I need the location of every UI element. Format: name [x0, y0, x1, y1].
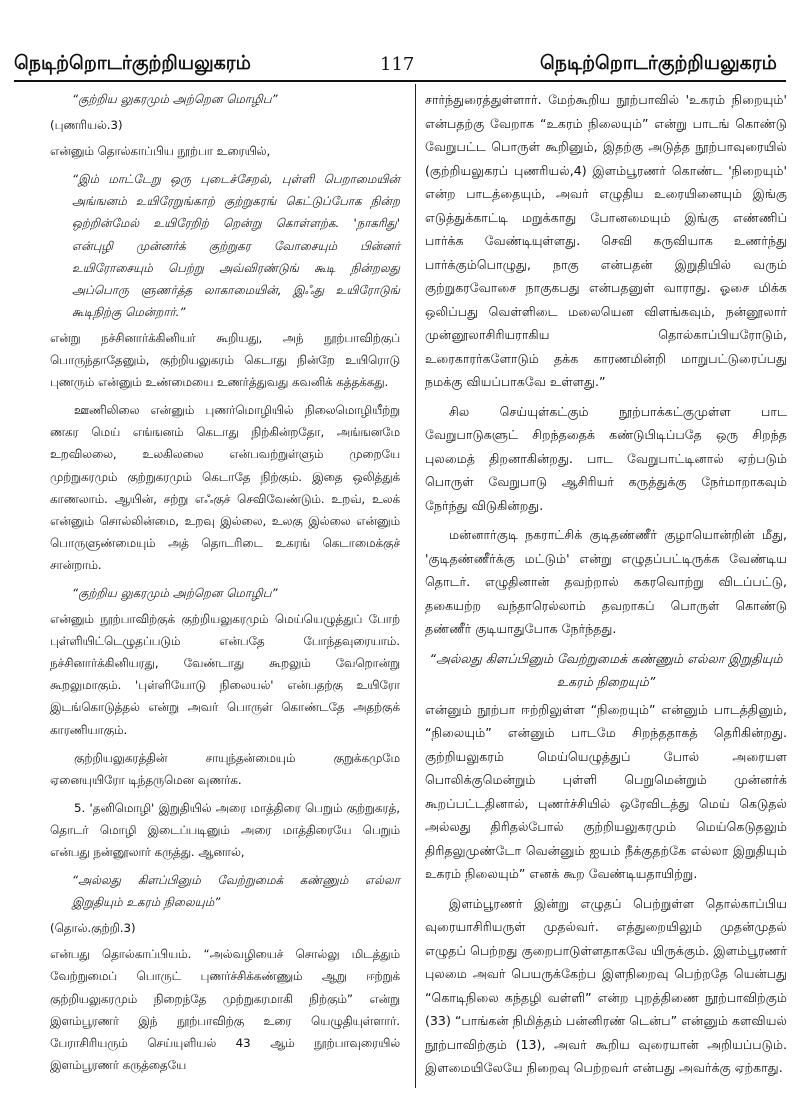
paragraph: என்பது தொல்காப்பியம். “அல்வழியைச் சொல்லு மிடத்தும் வேற்றுமைப் பொருட் புணர்ச்சிக்கண்ணும் ஆறு ஈற்றுக் குற்றியலுகரமும் நிறைந்தே முற்றுகரமாகி நிற்கும்” என்று இளம்பூரணர் இந் நூற்பாவிற்கு உரை யெழுதியுள்ளார். பேராசிரியரும் செய்யுளியல் 43 ஆம் நூற்பாவுரையில் இளம்பூரணர் கருத்தையே	[50, 947, 400, 1072]
paragraph: மன்னார்குடி நகராட்சிக் குடிதண்ணீர் குழாயொன்றின் மீது, 'குடிதண்ணீர்க்கு மட்டும்' என்று எழுதப்பட்டிருக்க வேண்டிய தொடர். எழுதினான் தவற்றால் ககரவொற்று விடப்பட்டு, தகையற்ற வந்தாரெல்லாம் தவறாகப் பொருள் கொண்டு தண்ணீர் குடியாதுபோக நேர்ந்தது.	[425, 527, 787, 636]
running-head-right: நெடிற்றொடர்குற்றியலுகரம்	[540, 52, 777, 74]
verse-quote: “குற்றிய லுகரமும் அற்றென மொழிப”	[72, 92, 278, 106]
paragraph: என்னும் தொல்காப்பிய நூற்பா உரையில்,	[50, 144, 271, 159]
verse-quote: “குற்றிய லுகரமும் அற்றென மொழிப”	[72, 585, 278, 600]
left-column	[50, 88, 400, 1082]
paragraph: ஊணிலிலை என்னும் புணர்மொழியில் நிலைமொழியீற்று ணகர மெய் எங்ஙனம் கெடாது நிற்கின்றதோ, அங்ஙனமே உறவிலலை, உலகிலலை என்பவற்றுள்ளும் முறையே முற்றுகரமும் குற்றுகரமும் கெடாதே நிற்கும். இதை ஒலித்துக் காணலாம். ஆயின், சற்று எஃகுச் செவிவேண்டும். உறவ், உலக் என்னும் சொல்லின்மை, உறவு இல்லை, உலகு இல்லை என்னும் பொருளுண்மையும் அத் தொடரிடை உகரங் கெடாமைக்குச் சான்றாம்.	[50, 403, 400, 572]
paragraph: சில செய்யுள்கட்கும் நூற்பாக்கட்குமுள்ள பாட வேறுபாடுகளுட் சிறந்ததைக் கண்டுபிடிப்பதே ஒரு சிறந்த புலமைத் திறனாகின்றது. பாட வேறுபாட்டினால் ஏற்படும் பொருள் வேறுபாடு ஆசிரியர் கருத்துக்கு நேர்மாறாகவும் நேர்ந்து விடுகின்றது.	[425, 403, 787, 513]
running-head-left: நெடிற்றொடர்குற்றியலுகரம்	[14, 52, 251, 74]
header-rule	[14, 80, 786, 82]
paragraph: என்னும் நூற்பா ஈற்றிலுள்ள “நிறையும்” என்னும் பாடத்தினும், “நிலையும்” என்னும் பாடமே சிறந்ததாகத் தெரிகின்றது. குற்றியலுகரம் மெய்யெழுத்துப் போல் அரையள பொலிக்குமென்றும் புள்ளி பெறுமென்றும் முன்னர்க் கூறப்பட்டதினால், புணர்ச்சியில் ஒரேவிடத்து மெய் கெடுதல் அல்லது திரிதல்போல் குற்றியலுகரமும் மெய்கெடுதலும் திரிதலுமுண்டோ வென்னும் ஐயம் நீக்குதற்கே எல்லா இறுதியும் உகரம் நிலையும்” எனக் கூற வேண்டியதாயிற்று.	[425, 701, 787, 881]
paragraph: 5. 'தனிமொழி' இறுதியில் அரை மாத்திரை பெறும் குற்றுகரத், தொடர் மொழி இடைப்படினும் அரை மாத்திரையே பெறும் என்பது நன்னூலார் கருத்து. ஆனால்,	[50, 800, 400, 859]
verse-quote: “அல்லது கிளப்பினும் வேற்றுமைக் கண்ணும் எல்லா இறுதியும் உகரம் நிறையும்”	[429, 650, 783, 689]
right-column	[425, 88, 787, 1086]
citation: (தொல்.குற்றி.3)	[50, 921, 136, 936]
commentary-quote: “இம் மாட்டேறு ஒரு புடைச்சேறல், புள்ளி பெறாமையின் அங்ஙனம் உயிரேறுங்காற் குற்றுகரங் கெட்டுப்போக நின்ற ஒற்றின்மேல் உயிரேறிற் றென்று கொள்ளற்க. 'நாகரிது' என்புழி முன்னர்க் குற்றுகர வோசையும் பின்னர் உயிரோசையும் பெற்று அவ்விரண்டுங் கூடி நின்றலது அப்பொரு ளுணர்த்த லாகாமையின், இஃது உயிரோடுங் கூடிநிற்கு மென்றார்.”	[72, 172, 400, 319]
column-divider	[415, 84, 416, 1088]
paragraph: இளம்பூரணர் இன்று எழுதப் பெற்றுள்ள தொல்காப்பிய வுரையாசிரியருள் முதல்வர். எத்துறையிலும் முதன்முதல் எழுதப் பெற்றது குறைபாடுள்ளதாகவே யிருக்கும். இளம்பூரணர் புலமை அவர் பெயருக்கேற்ப இளநிறைவு பெற்றதே யென்பது “கொடிநிலை கந்தழி வள்ளி” என்ற புறத்திணை நூற்பாவிற்கும் (33) “பாங்கன் நிமித்தம் பன்னிரண் டென்ப” என்னும் களவியல் நூற்பாவிற்கும் (13), அவர் கூறிய வுரையான் அறியப்படும். இளமையிலேயே நிறைவு பெற்றவர் என்பது அவர்க்கு ஏற்காது.	[425, 895, 787, 1075]
paragraph: சார்ந்துரைத்துள்ளார். மேற்கூறிய நூற்பாவில் 'உகரம் நிறையும்' என்பதற்கு வேறாக “உகரம் நிலையும்” என்று பாடங் கொண்டு வேறுபட்ட பொருள் கூறினும், இதற்கு அடுத்த நூற்பாவுரையில் (குற்றியலுகரப் புணரியல்,4) இளம்பூரணர் கொண்ட 'நிறையும்' என்ற பாடத்தையும், அவர் எழுதிய உரையினையும் இங்கு எடுத்துக்காட்டி மறுக்காது போனமையும் இங்கு எண்ணிப் பார்க்க வேண்டியுள்ளது. செவி கருவியாக உணர்ந்து பார்க்கும்பொழுது, நாகு என்பதன் இறுதியில் வரும் குற்றுகரவோசை நாகுகபது என்பதனுள் வாராது. ஓசை மிக்க ஒலிப்பது வெள்ளிடை மலையென விளங்கவும், நன்னூலார் முன்னூலாசிரியராகிய தொல்காப்பியரோடும், உரைகாரர்களோடும் தக்க காரணமின்றி மாறுபட்டுரைப்பது நமக்கு வியப்பாகவே உள்ளது.”	[425, 92, 787, 389]
verse-quote: “அல்லது கிளப்பினும் வேற்றுமைக் கண்ணும் எல்லா இறுதியும் உகரம் நிலையும்”	[72, 873, 400, 910]
paragraph: என்று நச்சினார்க்கினியர் கூறியது, அந் நூற்பாவிற்குப் பொருந்தாதேனும், குற்றியலுகரம் கெடாது நின்றே உயிரொடு புணரும் என்னும் உண்மையை உணர்த்துவது கவனிக் கத்தக்கது.	[50, 330, 400, 390]
paragraph: குற்றியலுகரத்தின் சாயுந்தன்மையும் குறுக்கமுமே ஏனையுயிரோ டிந்தருமென வுணர்க.	[50, 750, 400, 787]
paragraph: என்னும் நூற்பாவிற்குக் குற்றியலுகரமும் மெய்யெழுத்துப் போற் புள்ளியிட்டெழுதப்படும் என்பதே போந்தவுரையாம். நச்சினார்க்கினியரது, வேண்டாது கூறலும் வேறொன்று கூறலுமாகும். 'புள்ளியோடு நிலையல்' என்பதற்கு உயிரோ இடங்கொடுத்தல் என்று அவர் பொருள் கொண்டதே அதற்குக் காரணியாகும்.	[50, 612, 400, 737]
page-number: 117	[380, 54, 415, 75]
citation: (புணரியல்.3)	[50, 118, 123, 133]
